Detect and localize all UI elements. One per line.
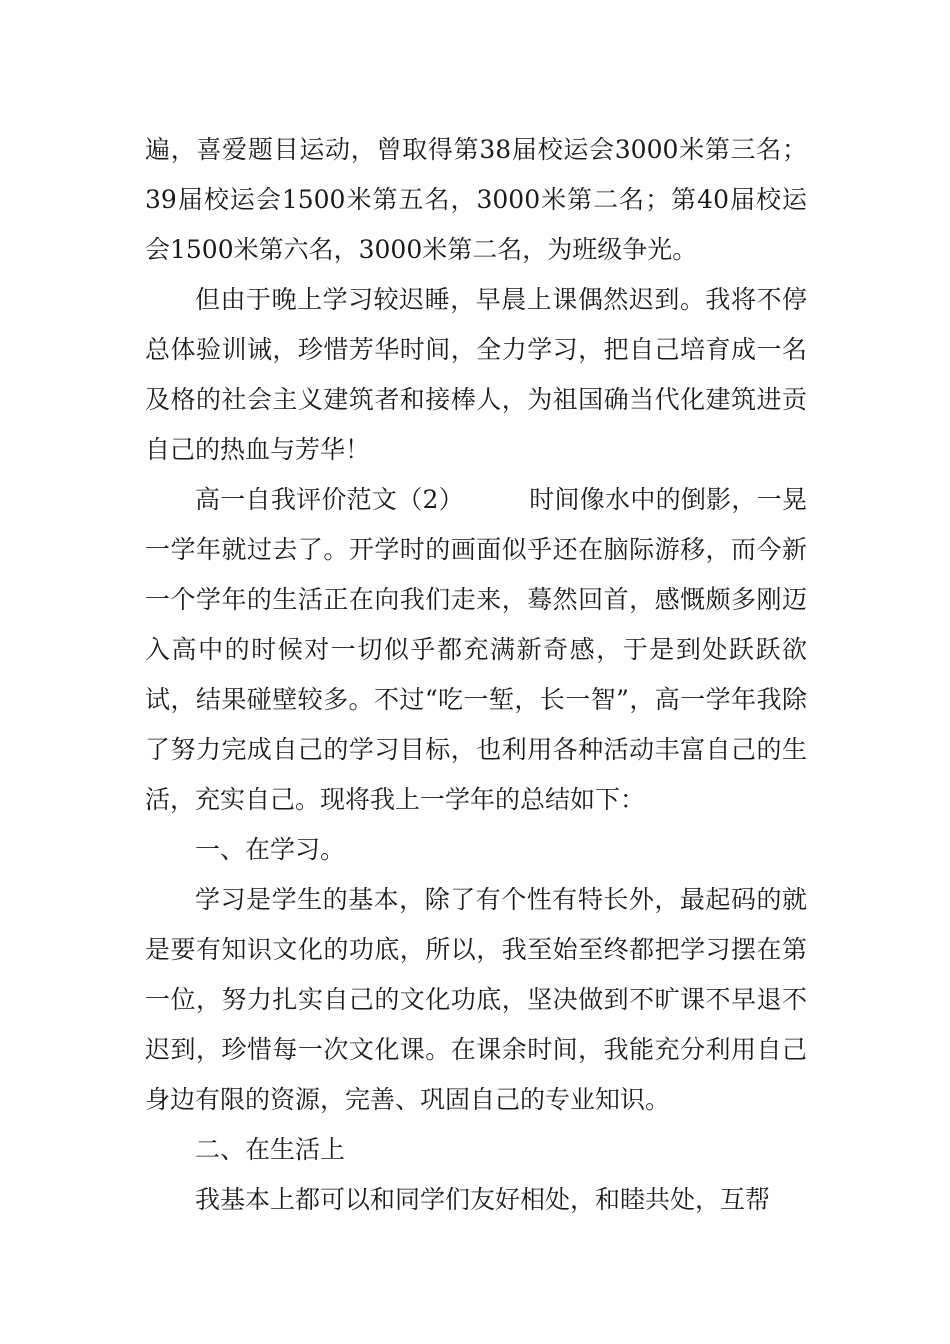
paragraph-study: 学习是学生的基本，除了有个性有特长外，最起码的就是要有知识文化的功底，所以，我至始至终都把学习摆在第一位，努力扎实自己的文化功底，坚决做到不旷课不早退不迟到，珍惜每一次文化课。在课余时间，我能充分利用自己身边有限的资源，完善、巩固自己的专业知识。 [145, 885, 807, 1114]
document-body [145, 125, 807, 1225]
paragraph-self-criticism: 但由于晚上学习较迟睡，早晨上课偶然迟到。我将不停总体验训诫，珍惜芳华时间，全力学习，把自己培育成一名及格的社会主义建筑者和接棒人，为祖国确当代化建筑进贡自己的热血与芳华！ [145, 285, 807, 464]
essay-heading: 高一自我评价范文（2） [195, 485, 464, 514]
paragraph-life: 我基本上都可以和同学们友好相处，和睦共处，互帮 [195, 1185, 771, 1214]
essay-intro-text: 时间像水中的倒影，一晃一学年就过去了。开学时的画面似乎还在脑际游移，而今新一个学年的生活正在向我们走来，蓦然回首，感慨颇多刚迈入高中的时候对一切似乎都充满新奇感，于是到处跃跃欲试，结果碰壁较多。不过“吃一堑，长一智”，高一学年我除了努力完成自己的学习目标，也利用各种活动丰富自己的生活，充实自己。现将我上一学年的总结如下： [145, 485, 807, 814]
section-heading-life: 二、在生活上 [195, 1135, 346, 1164]
paragraph-sports-achievements: 遍，喜爱题目运动，曾取得第38届校运会3000米第三名；39届校运会1500米第五名，3000米第二名；第40届校运会1500米第六名，3000米第二名，为班级争光。 [145, 135, 807, 264]
paragraph-essay-intro [145, 475, 807, 825]
section-heading-study: 一、在学习。 [195, 835, 346, 864]
